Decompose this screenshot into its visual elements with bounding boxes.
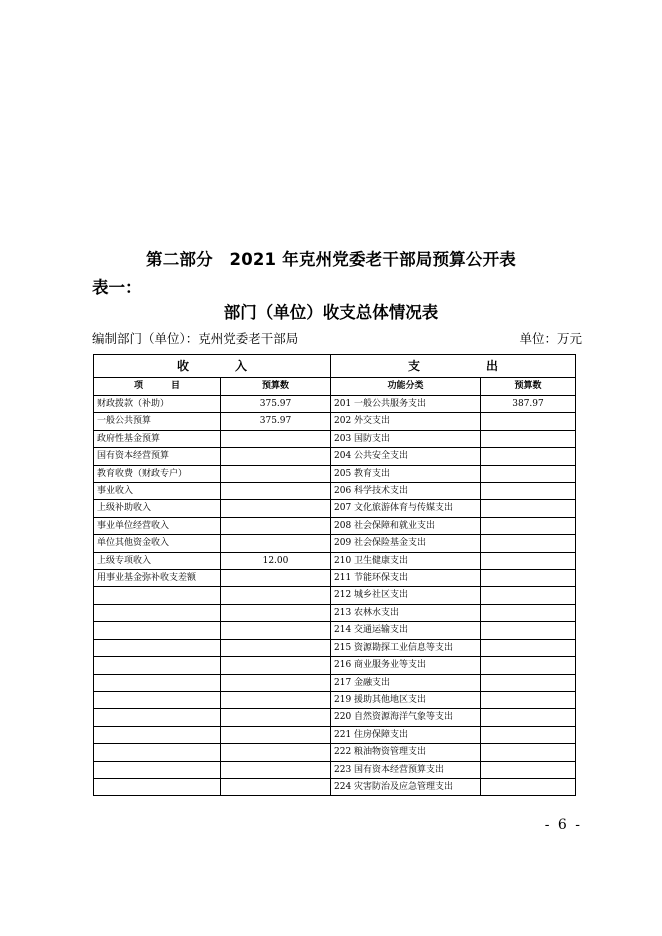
income-cell: 单位其他资金收入 [94, 535, 221, 552]
income-amount-cell [221, 639, 331, 656]
expense-amount-cell [481, 709, 576, 726]
income-amount-cell: 12.00 [221, 552, 331, 569]
expense-amount-cell [481, 691, 576, 708]
table-row [94, 674, 576, 691]
unit-label: 单位：万元 [519, 331, 582, 346]
expense-cell: 202 外交支出 [331, 413, 481, 430]
expense-cell: 213 农林水支出 [331, 604, 481, 621]
income-amount-cell [221, 517, 331, 534]
income-cell [94, 604, 221, 621]
income-amount-cell [221, 430, 331, 447]
expense-cell: 214 交通运输支出 [331, 622, 481, 639]
expense-amount-cell [481, 744, 576, 761]
column-header-row [94, 378, 576, 396]
table-row [94, 587, 576, 604]
income-amount-cell [221, 622, 331, 639]
table-row [94, 761, 576, 778]
col-item-header: 项 目 [94, 378, 221, 396]
part-title: 第二部分 2021 年克州党委老干部局预算公开表 [146, 250, 516, 269]
expense-cell: 216 商业服务业等支出 [331, 657, 481, 674]
income-cell [94, 657, 221, 674]
expense-amount-cell [481, 483, 576, 500]
income-amount-cell [221, 465, 331, 482]
expense-cell: 217 金融支出 [331, 674, 481, 691]
income-cell: 国有资本经营预算 [94, 448, 221, 465]
income-cell: 事业单位经营收入 [94, 517, 221, 534]
income-cell: 用事业基金弥补收支差额 [94, 570, 221, 587]
income-cell [94, 778, 221, 795]
expense-amount-cell [481, 535, 576, 552]
expense-cell: 206 科学技术支出 [331, 483, 481, 500]
income-cell [94, 744, 221, 761]
expense-amount-cell [481, 726, 576, 743]
expense-amount-cell: 387.97 [481, 396, 576, 413]
expense-amount-cell [481, 587, 576, 604]
expense-cell: 204 公共安全支出 [331, 448, 481, 465]
income-amount-cell [221, 691, 331, 708]
income-amount-cell [221, 483, 331, 500]
expense-amount-cell [481, 622, 576, 639]
table-row [94, 430, 576, 447]
page-number: - 6 - [544, 817, 582, 833]
expense-cell: 212 城乡社区支出 [331, 587, 481, 604]
expense-amount-cell [481, 761, 576, 778]
expense-amount-cell [481, 413, 576, 430]
expense-amount-cell [481, 517, 576, 534]
income-cell: 上级补助收入 [94, 500, 221, 517]
income-cell [94, 622, 221, 639]
org-label: 编制部门（单位）：克州党委老干部局 [92, 331, 299, 346]
income-amount-cell [221, 726, 331, 743]
income-amount-cell [221, 570, 331, 587]
expense-cell: 205 教育支出 [331, 465, 481, 482]
expense-cell: 210 卫生健康支出 [331, 552, 481, 569]
expense-cell: 223 国有资本经营预算支出 [331, 761, 481, 778]
table-row [94, 744, 576, 761]
income-amount-cell [221, 535, 331, 552]
expense-cell: 208 社会保障和就业支出 [331, 517, 481, 534]
table-row [94, 639, 576, 656]
table-row [94, 657, 576, 674]
expense-cell: 220 自然资源海洋气象等支出 [331, 709, 481, 726]
expense-amount-cell [481, 674, 576, 691]
table-row [94, 448, 576, 465]
table-title: 部门（单位）收支总体情况表 [223, 303, 439, 322]
income-amount-cell [221, 674, 331, 691]
col-budget-header: 预算数 [221, 378, 331, 396]
table-row [94, 709, 576, 726]
table-row [94, 604, 576, 621]
expense-cell: 203 国防支出 [331, 430, 481, 447]
expense-amount-cell [481, 552, 576, 569]
expense-cell: 224 灾害防治及应急管理支出 [331, 778, 481, 795]
table-row [94, 622, 576, 639]
table-label: 表一： [92, 278, 142, 297]
expense-amount-cell [481, 657, 576, 674]
income-amount-cell [221, 657, 331, 674]
income-cell [94, 761, 221, 778]
table-row [94, 726, 576, 743]
table-row [94, 570, 576, 587]
expense-cell: 221 住房保障支出 [331, 726, 481, 743]
income-cell: 财政拨款（补助） [94, 396, 221, 413]
table-row [94, 465, 576, 482]
income-amount-cell [221, 604, 331, 621]
expense-cell: 211 节能环保支出 [331, 570, 481, 587]
income-cell [94, 639, 221, 656]
expense-amount-cell [481, 465, 576, 482]
income-amount-cell [221, 761, 331, 778]
expense-cell: 207 文化旅游体育与传媒支出 [331, 500, 481, 517]
income-amount-cell: 375.97 [221, 396, 331, 413]
income-amount-cell [221, 778, 331, 795]
income-cell [94, 691, 221, 708]
expense-amount-cell [481, 639, 576, 656]
table-row [94, 483, 576, 500]
table-row [94, 500, 576, 517]
expense-amount-cell [481, 430, 576, 447]
budget-table [93, 354, 576, 796]
table-row [94, 396, 576, 413]
table-row [94, 778, 576, 795]
expense-amount-cell [481, 448, 576, 465]
table-row [94, 413, 576, 430]
income-header: 收 入 [94, 355, 331, 378]
expense-cell: 209 社会保险基金支出 [331, 535, 481, 552]
income-cell [94, 587, 221, 604]
income-cell: 一般公共预算 [94, 413, 221, 430]
col-budget2-header: 预算数 [481, 378, 576, 396]
income-cell: 教育收费（财政专户） [94, 465, 221, 482]
expense-cell: 222 粮油物资管理支出 [331, 744, 481, 761]
table-row [94, 517, 576, 534]
expense-amount-cell [481, 570, 576, 587]
expense-amount-cell [481, 778, 576, 795]
income-amount-cell [221, 744, 331, 761]
income-cell: 上级专项收入 [94, 552, 221, 569]
income-cell [94, 709, 221, 726]
col-func-header: 功能分类 [331, 378, 481, 396]
expense-cell: 201 一般公共服务支出 [331, 396, 481, 413]
section-header-row [94, 355, 576, 378]
expense-header: 支 出 [331, 355, 576, 378]
table-row [94, 691, 576, 708]
expense-amount-cell [481, 604, 576, 621]
income-cell: 政府性基金预算 [94, 430, 221, 447]
income-cell: 事业收入 [94, 483, 221, 500]
expense-amount-cell [481, 500, 576, 517]
income-cell [94, 674, 221, 691]
expense-cell: 219 援助其他地区支出 [331, 691, 481, 708]
expense-cell: 215 资源勘探工业信息等支出 [331, 639, 481, 656]
income-amount-cell [221, 587, 331, 604]
income-amount-cell [221, 448, 331, 465]
income-amount-cell [221, 709, 331, 726]
income-cell [94, 726, 221, 743]
table-row [94, 535, 576, 552]
income-amount-cell: 375.97 [221, 413, 331, 430]
table-row [94, 552, 576, 569]
income-amount-cell [221, 500, 331, 517]
